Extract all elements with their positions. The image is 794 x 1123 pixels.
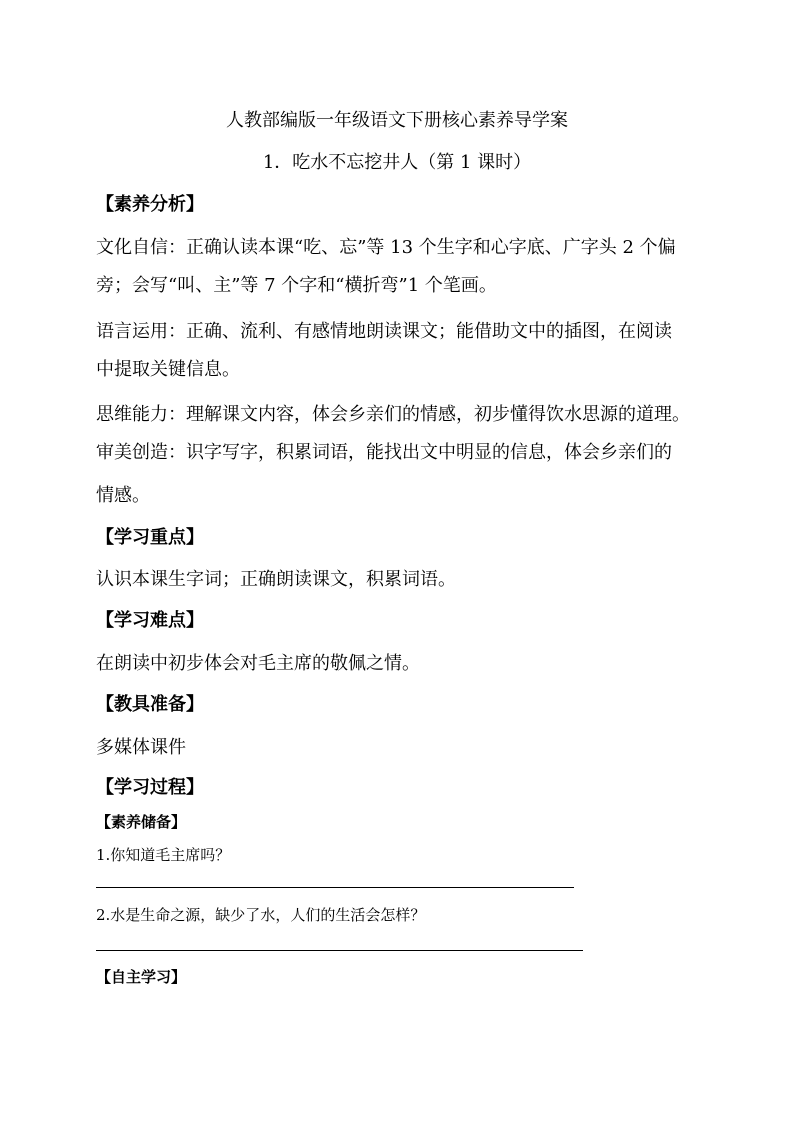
document-title: 人教部编版一年级语文下册核心素养导学案 <box>226 110 568 131</box>
analysis-line-4: 中提取关键信息。 <box>96 359 240 380</box>
section-heading-process: 【学习过程】 <box>96 777 204 798</box>
lesson-subtitle: 1．吃水不忘挖井人（第 1 课时） <box>262 152 532 173</box>
analysis-line-7: 情感。 <box>96 485 150 506</box>
tools-text: 多媒体课件 <box>96 737 186 758</box>
analysis-line-3: 语言运用：正确、流利、有感情地朗读课文；能借助文中的插图，在阅读 <box>96 321 672 342</box>
answer-line-1[interactable] <box>96 887 574 888</box>
focus-text: 认识本课生字词；正确朗读课文，积累词语。 <box>96 569 456 590</box>
section-heading-focus: 【学习重点】 <box>96 527 204 548</box>
section-heading-analysis: 【素养分析】 <box>96 194 204 215</box>
section-heading-difficulty: 【学习难点】 <box>96 610 204 631</box>
difficulty-text: 在朗读中初步体会对毛主席的敬佩之情。 <box>96 653 420 674</box>
section-heading-tools: 【教具准备】 <box>96 694 204 715</box>
subheading-self-study: 【自主学习】 <box>96 968 187 986</box>
answer-line-2[interactable] <box>96 950 583 951</box>
analysis-line-2: 旁；会写“叫、主”等 7 个字和“横折弯”1 个笔画。 <box>96 275 497 296</box>
analysis-line-1: 文化自信：正确认读本课“吃、忘”等 13 个生字和心字底、广字头 2 个偏 <box>96 237 676 258</box>
analysis-line-6: 审美创造：识字写字，积累词语，能找出文中明显的信息，体会乡亲们的 <box>96 442 672 463</box>
subheading-prep: 【素养储备】 <box>96 813 187 831</box>
question-2: 2.水是生命之源，缺少了水，人们的生活会怎样？ <box>96 906 426 924</box>
question-1: 1.你知道毛主席吗？ <box>96 846 231 864</box>
analysis-line-5: 思维能力：理解课文内容，体会乡亲们的情感，初步懂得饮水思源的道理。 <box>96 404 690 425</box>
